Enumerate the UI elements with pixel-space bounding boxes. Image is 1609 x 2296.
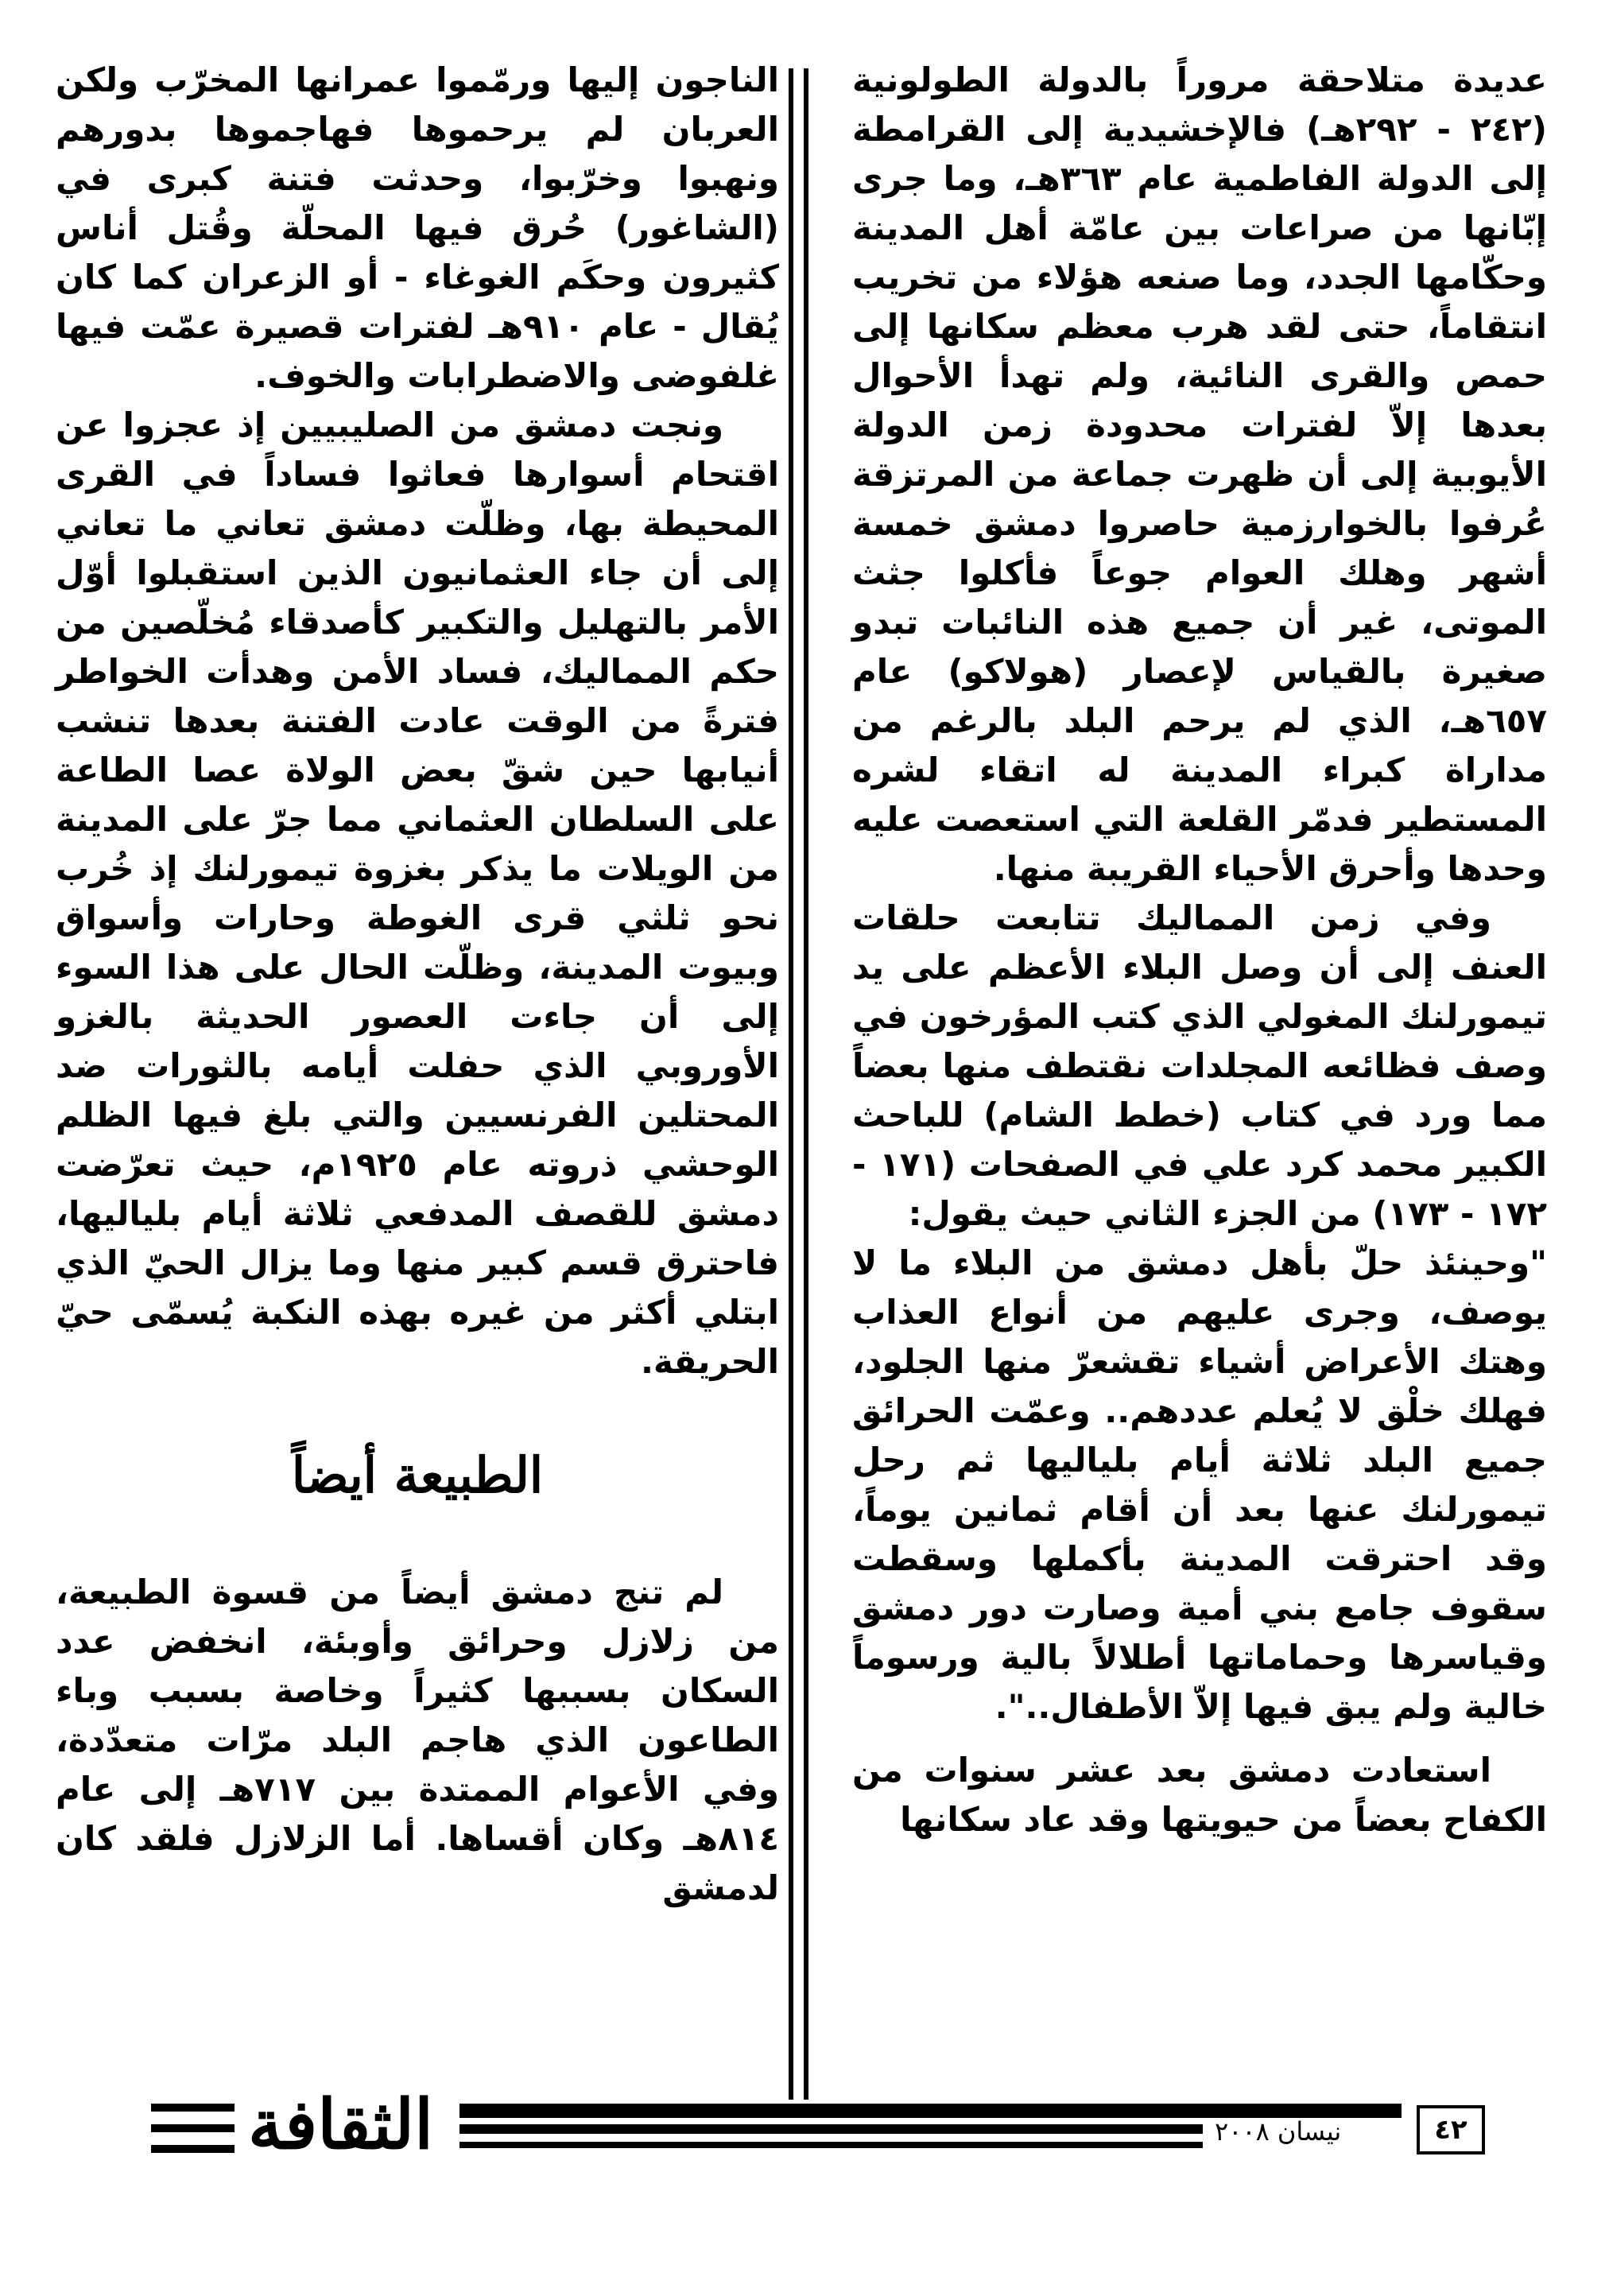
paragraph: وفي زمن المماليك تتابعت حلقات العنف إلى أن وصل البلاء الأعظم على يد تيمورلنك المغولي الذي كتب المؤرخون في وصف فظائعه المجلدات نقتطف منها بعضاً مما ورد في كتاب (خطط الشام) للباحث الكبير محمد كرد علي في الصفحات (١٧١ - ١٧٢ - ١٧٣) من الجزء الثاني حيث يقول: — [852, 898, 1548, 1233]
magazine-logo: الثقافة — [248, 2085, 433, 2165]
column-divider — [789, 68, 793, 2100]
issue-date: نيسان ٢٠٠٨ — [1215, 2116, 1342, 2147]
footer-bar — [459, 2142, 1203, 2148]
footer-rule — [151, 2145, 235, 2153]
footer-rule — [151, 2124, 235, 2132]
paragraph: عديدة متلاحقة مروراً بالدولة الطولونية (٢٤٢ - ٢٩٢هـ) فالإخشيدية إلى القرامطة إلى الدولة الفاطمية عام ٣٦٣هـ، وما جرى إبّانها من صراعات بين عامّة أهل المدينة وحكّامها الجدد، وما صنعه هؤلاء من تخريب انتقاماً، حتى لقد هرب معظم سكانها إلى حمص والقرى النائية، ولم تهدأ الأحوال بعدها إلاّ لفترات محدودة زمن الدولة الأيوبية إلى أن ظهرت جماعة من المرتزقة عُرفوا بالخوارزمية حاصروا دمشق خمسة أشهر وهلك العوام جوعاً فأكلوا جثث الموتى، غير أن جميع هذه النائبات تبدو صغيرة بالقياس لإعصار (هولاكو) عام ٦٥٧هـ، الذي لم يرحم البلد بالرغم من مداراة كبراء المدينة له اتقاء لشره المستطير فدمّر القلعة التي استعصت عليه وحدها وأحرق الأحياء القريبة منها. — [852, 60, 1547, 888]
paragraph: لم تنج دمشق أيضاً من قسوة الطبيعة، من زلازل وحرائق وأوبئة، انخفض عدد السكان بسببها كثيراً وخاصة بسبب وباء الطاعون الذي هاجم البلد مرّات متعدّدة، وفي الأعوام الممتدة بين ٧١٧هـ إلى عام ٨١٤هـ وكان أقساها. أما الزلازل فلقد كان لدمشق — [56, 1573, 780, 1907]
page-number: ٤٢ — [1417, 2105, 1485, 2154]
footer-bar — [459, 2124, 1203, 2134]
paragraph: الناجون إليها ورمّموا عمرانها المخرّب ولكن العربان لم يرحموها فهاجموها بدورهم ونهبوا وخرّبوا، وحدثت فتنة كبرى في (الشاغور) حُرق فيها المحلّة وقُتل أناس كثيرون وحكَم الغوغاء - أو الزعران كما كان يُقال - عام ٩١٠هـ لفترات قصيرة عمّت فيها غلفوضى والاضطرابات والخوف. — [56, 60, 779, 395]
quote-paragraph: "وحينئذ حلّ بأهل دمشق من البلاء ما لا يوصف، وجرى عليهم من أنواع العذاب وهتك الأعراض أشياء تقشعرّ منها الجلود، فهلك خلْق لا يُعلم عددهم.. وعمّت الحرائق جميع البلد ثلاثة أيام بلياليها ثم رحل تيمورلنك عنها بعد أن أقام ثمانين يوماً، وقد احترقت المدينة بأكملها وسقطت سقوف جامع بني أمية وصارت دور دمشق وقياسرها وحماماتها أطلالاً بالية ورسوماً خالية ولم يبق فيها إلاّ الأطفال..". — [852, 1243, 1547, 1726]
paragraph: استعادت دمشق بعد عشر سنوات من الكفاح بعضاً من حيويتها وقد عاد سكانها — [852, 1751, 1547, 1839]
article-column-left — [56, 56, 779, 1913]
column-divider — [804, 68, 808, 2100]
paragraph: ونجت دمشق من الصليبيين إذ عجزوا عن اقتحام أسوارها فعاثوا فساداً في القرى المحيطة بها، وظلّت دمشق تعاني ما تعاني إلى أن جاء العثمانيون الذين استقبلوا أوّل الأمر بالتهليل والتكبير كأصدقاء مُخلّصين من حكم المماليك، فساد الأمن وهدأت الخواطر فترةً من الوقت عادت الفتنة بعدها تنشب أنيابها حين شقّ بعض الولاة عصا الطاعة على السلطان العثماني مما جرّ على المدينة من الويلات ما يذكر بغزوة تيمورلنك إذ خُرب نحو ثلثي قرى الغوطة وحارات وأسواق وبيوت المدينة، وظلّت الحال على هذا السوء إلى أن جاءت العصور الحديثة بالغزو الأوروبي الذي حفلت أيامه بالثورات ضد المحتلين الفرنسيين والتي بلغ فيها الظلم الوحشي ذروته عام ١٩٢٥م، حيث تعرّضت دمشق للقصف المدفعي ثلاثة أيام بلياليها، فاحترق قسم كبير منها وما يزال الحيّ الذي ابتلي أكثر من غيره بهذه النكبة يُسمّى حيّ الحريقة. — [56, 405, 779, 1381]
footer-rule — [151, 2104, 235, 2112]
article-column-right — [852, 56, 1547, 1844]
section-heading: الطبيعة أيضاً — [291, 1446, 544, 1504]
